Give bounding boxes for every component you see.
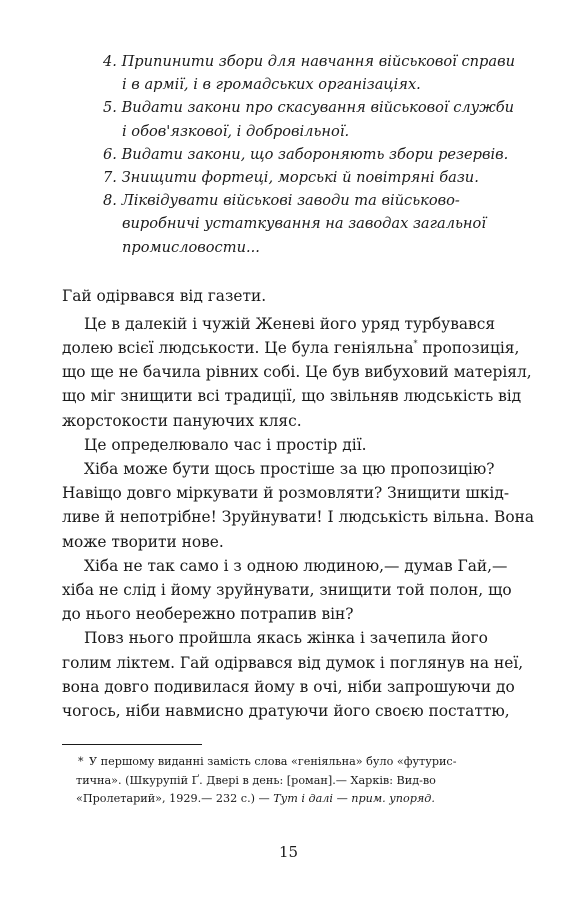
list-item-text: Знищити фортеці, морські й повітряні бази. [121, 169, 479, 187]
text-span: пропозиція, [417, 338, 520, 357]
footnote-line: У першому виданні замість слова «геніяльна» було «футурис- [89, 755, 457, 768]
list-item-line [103, 50, 523, 73]
list-item-line: і обов'язкової, і добровільної. [122, 122, 350, 140]
paragraph [62, 284, 524, 308]
footnote-mark: * [78, 755, 84, 768]
paragraph [62, 312, 532, 433]
text-line: Хіба може бути щось простіше за цю пропозицію? [84, 459, 495, 478]
list-item-line: і в армії, і в громадських організаціях. [122, 76, 421, 94]
text-line: голим ліктем. Гай одірвався від думок і поглянув на неї, [62, 653, 524, 672]
numbered-list [103, 50, 523, 259]
text-line: Повз нього пройшла якась жінка і зачепила його [84, 629, 488, 648]
paragraph [62, 554, 524, 627]
footnote-line [62, 790, 524, 809]
list-item-4 [103, 50, 523, 96]
paragraph [62, 457, 535, 554]
list-item-6 [103, 143, 523, 166]
list-item-7 [103, 166, 523, 189]
list-item-line [103, 96, 523, 119]
text-line: може творити нове. [62, 532, 224, 551]
list-item-8 [103, 189, 523, 259]
text-line: чогось, ніби навмисно дратуючи його своєю постаттю, [62, 701, 510, 720]
list-item-text: Припинити збори для навчання військової справи [121, 53, 515, 70]
list-item-line [103, 143, 523, 166]
list-item-number: 4. [103, 53, 117, 70]
list-item-number: 7. [103, 169, 117, 187]
page-number: 15 [278, 843, 299, 861]
text-line: Гай одірвався від газети. [62, 287, 267, 305]
list-item-line: виробничі устаткування на заводах загальної [122, 215, 486, 233]
text-line: Навіщо довго міркувати й розмовляти? Знищити шкід- [62, 484, 510, 503]
list-item-line [103, 166, 523, 189]
text-line: Хіба не так само і з одною людиною,— думав Гай,— [84, 556, 508, 575]
list-item-line [103, 189, 523, 212]
paragraph [62, 626, 524, 723]
body-text [62, 284, 535, 723]
text-line: Це определювало час і простір дії. [84, 435, 367, 454]
footnote [62, 753, 524, 809]
footnote-editor-note: Тут і далі — прим. упоряд. [273, 792, 435, 806]
text-line [62, 336, 524, 360]
list-item-number: 5. [103, 99, 117, 117]
text-line: до нього необережно потрапив він? [62, 605, 354, 624]
text-line: вона довго подивилася йому в очі, ніби запрошуючи до [62, 677, 515, 696]
list-item-text: Видати закони про скасування військової служби [121, 99, 515, 117]
list-item-text: Ліквідувати військові заводи та військово- [121, 192, 460, 210]
footnote-line: тична». (Шкурупій Ґ. Двері в день: [роман].— Харків: Вид-во [76, 773, 436, 787]
list-item-text: Видати закони, що забороняють збори резервів. [121, 145, 509, 163]
footnote-text: «Пролетарий», 1929.— 232 с.) — [76, 792, 274, 806]
paragraph [62, 433, 524, 457]
list-item-number: 6. [103, 145, 117, 163]
text-line: хіба не слід і йому зруйнувати, знищити той полон, що [62, 580, 512, 599]
list-item-line: промисловости... [122, 238, 260, 256]
text-line: Це в далекій і чужій Женеві його уряд турбувався [84, 314, 496, 333]
list-item-number: 8. [103, 192, 117, 210]
text-span: долею всієї людськости. Це була геніяльна [62, 338, 414, 357]
text-line: що міг знищити всі традиції, що звільняв людськість від [62, 387, 522, 406]
text-line: ливе й непотрібне! Зруйнувати! І людськість вільна. Вона [62, 508, 535, 527]
text-line: що ще не бачила рівних собі. Це був вибуховий матеріял, [62, 363, 532, 382]
text-line: жорстокости пануючих кляс. [62, 411, 302, 430]
footnote-reference: * [413, 338, 418, 348]
list-item-5 [103, 96, 523, 142]
footnote-divider [62, 744, 202, 745]
